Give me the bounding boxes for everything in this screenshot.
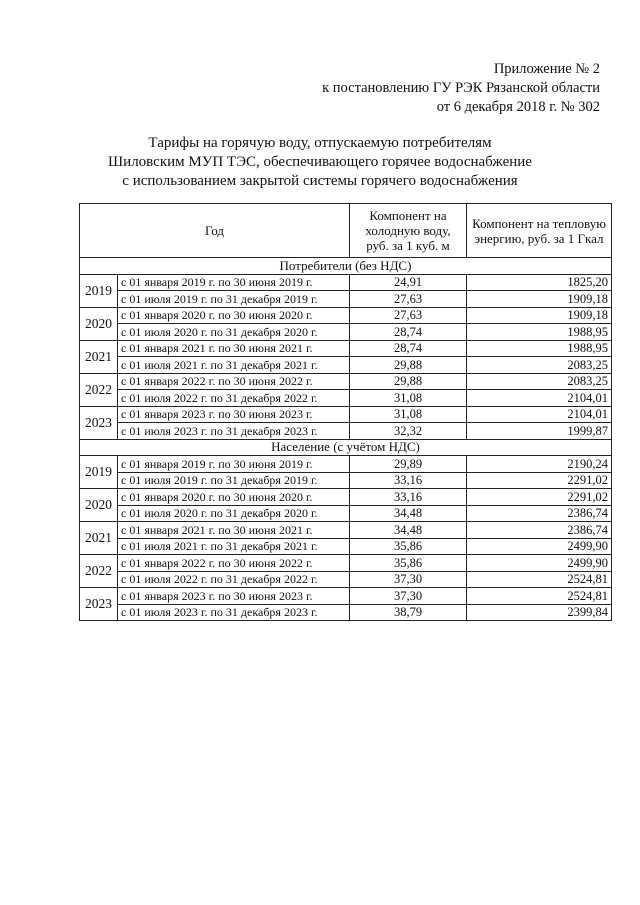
period-cell: с 01 января 2021 г. по 30 июня 2021 г. — [118, 340, 350, 357]
cold-water-cell: 32,32 — [350, 423, 467, 440]
table-row — [80, 340, 612, 357]
period-cell: с 01 июля 2019 г. по 31 декабря 2019 г. — [118, 291, 350, 308]
heat-energy-cell: 2499,90 — [467, 538, 612, 555]
table-row — [80, 555, 612, 572]
cold-water-cell: 29,88 — [350, 357, 467, 374]
table-row — [80, 406, 612, 423]
table-row — [80, 588, 612, 605]
cold-water-cell: 34,48 — [350, 522, 467, 539]
title-line-2: Шиловским МУП ТЭС, обеспечивающего горячее водоснабжение — [108, 154, 532, 170]
cold-water-cell: 33,16 — [350, 472, 467, 489]
cold-water-cell: 33,16 — [350, 489, 467, 506]
table-row — [80, 274, 612, 291]
cold-water-cell: 35,86 — [350, 538, 467, 555]
period-cell: с 01 января 2020 г. по 30 июня 2020 г. — [118, 489, 350, 506]
year-cell: 2022 — [80, 373, 118, 406]
heat-energy-cell: 1988,95 — [467, 324, 612, 341]
cold-water-cell: 37,30 — [350, 571, 467, 588]
period-cell: с 01 января 2019 г. по 30 июня 2019 г. — [118, 274, 350, 291]
document-title — [60, 134, 580, 191]
period-cell: с 01 июля 2022 г. по 31 декабря 2022 г. — [118, 571, 350, 588]
cold-water-cell: 27,63 — [350, 291, 467, 308]
heat-energy-cell: 2083,25 — [467, 373, 612, 390]
appendix-resolution: к постановлению ГУ РЭК Рязанской области — [322, 80, 600, 96]
cold-water-cell: 38,79 — [350, 604, 467, 621]
cold-water-cell: 28,74 — [350, 340, 467, 357]
appendix-date: от 6 декабря 2018 г. № 302 — [436, 99, 600, 115]
heat-energy-cell: 2399,84 — [467, 604, 612, 621]
header-year: Год — [80, 204, 350, 258]
period-cell: с 01 января 2022 г. по 30 июня 2022 г. — [118, 373, 350, 390]
heat-energy-cell: 2190,24 — [467, 456, 612, 473]
section-row — [80, 439, 612, 456]
period-cell: с 01 января 2021 г. по 30 июня 2021 г. — [118, 522, 350, 539]
table-row — [80, 423, 612, 440]
table-row — [80, 373, 612, 390]
heat-energy-cell: 2083,25 — [467, 357, 612, 374]
period-cell: с 01 июля 2020 г. по 31 декабря 2020 г. — [118, 505, 350, 522]
table-header-row — [80, 204, 612, 258]
year-cell: 2021 — [80, 522, 118, 555]
cold-water-cell: 24,91 — [350, 274, 467, 291]
cold-water-cell: 28,74 — [350, 324, 467, 341]
period-cell: с 01 июля 2022 г. по 31 декабря 2022 г. — [118, 390, 350, 407]
heat-energy-cell: 1825,20 — [467, 274, 612, 291]
year-cell: 2023 — [80, 588, 118, 621]
section-row — [80, 258, 612, 275]
heat-energy-cell: 2291,02 — [467, 489, 612, 506]
heat-energy-cell: 2524,81 — [467, 571, 612, 588]
cold-water-cell: 29,89 — [350, 456, 467, 473]
header-cold-water: Компонент на холодную воду, руб. за 1 куб. м — [350, 204, 467, 258]
cold-water-cell: 27,63 — [350, 307, 467, 324]
heat-energy-cell: 2386,74 — [467, 522, 612, 539]
period-cell: с 01 июля 2019 г. по 31 декабря 2019 г. — [118, 472, 350, 489]
cold-water-cell: 31,08 — [350, 406, 467, 423]
table-row — [80, 390, 612, 407]
period-cell: с 01 января 2023 г. по 30 июня 2023 г. — [118, 588, 350, 605]
period-cell: с 01 июля 2021 г. по 31 декабря 2021 г. — [118, 538, 350, 555]
cold-water-cell: 35,86 — [350, 555, 467, 572]
period-cell: с 01 июля 2020 г. по 31 декабря 2020 г. — [118, 324, 350, 341]
year-cell: 2023 — [80, 406, 118, 439]
period-cell: с 01 января 2019 г. по 30 июня 2019 г. — [118, 456, 350, 473]
table-row — [80, 357, 612, 374]
table-row — [80, 291, 612, 308]
year-cell: 2021 — [80, 340, 118, 373]
tariff-table — [79, 203, 612, 621]
period-cell: с 01 июля 2021 г. по 31 декабря 2021 г. — [118, 357, 350, 374]
year-cell: 2019 — [80, 456, 118, 489]
period-cell: с 01 января 2020 г. по 30 июня 2020 г. — [118, 307, 350, 324]
heat-energy-cell: 1909,18 — [467, 307, 612, 324]
table-row — [80, 571, 612, 588]
cold-water-cell: 31,08 — [350, 390, 467, 407]
cold-water-cell: 37,30 — [350, 588, 467, 605]
appendix-number: Приложение № 2 — [493, 61, 600, 77]
period-cell: с 01 января 2022 г. по 30 июня 2022 г. — [118, 555, 350, 572]
table-row — [80, 505, 612, 522]
section-label: Потребители (без НДС) — [80, 258, 612, 275]
year-cell: 2020 — [80, 307, 118, 340]
table-row — [80, 522, 612, 539]
table-row — [80, 604, 612, 621]
section-label: Население (с учётом НДС) — [80, 439, 612, 456]
title-line-1: Тарифы на горячую воду, отпускаемую потребителям — [148, 135, 492, 151]
appendix-header — [322, 60, 600, 117]
table-row — [80, 472, 612, 489]
year-cell: 2019 — [80, 274, 118, 307]
heat-energy-cell: 2499,90 — [467, 555, 612, 572]
table-row — [80, 538, 612, 555]
heat-energy-cell: 2104,01 — [467, 406, 612, 423]
heat-energy-cell: 1988,95 — [467, 340, 612, 357]
year-cell: 2020 — [80, 489, 118, 522]
period-cell: с 01 июля 2023 г. по 31 декабря 2023 г. — [118, 423, 350, 440]
cold-water-cell: 29,88 — [350, 373, 467, 390]
heat-energy-cell: 2291,02 — [467, 472, 612, 489]
period-cell: с 01 января 2023 г. по 30 июня 2023 г. — [118, 406, 350, 423]
table-row — [80, 324, 612, 341]
period-cell: с 01 июля 2023 г. по 31 декабря 2023 г. — [118, 604, 350, 621]
heat-energy-cell: 1909,18 — [467, 291, 612, 308]
table-row — [80, 489, 612, 506]
heat-energy-cell: 2386,74 — [467, 505, 612, 522]
table-row — [80, 456, 612, 473]
year-cell: 2022 — [80, 555, 118, 588]
cold-water-cell: 34,48 — [350, 505, 467, 522]
heat-energy-cell: 2524,81 — [467, 588, 612, 605]
heat-energy-cell: 2104,01 — [467, 390, 612, 407]
header-heat-energy: Компонент на тепловую энергию, руб. за 1 Гкал — [467, 204, 612, 258]
title-line-3: с использованием закрытой системы горячего водоснабжения — [122, 173, 518, 189]
heat-energy-cell: 1999,87 — [467, 423, 612, 440]
table-row — [80, 307, 612, 324]
table-body — [80, 258, 612, 621]
